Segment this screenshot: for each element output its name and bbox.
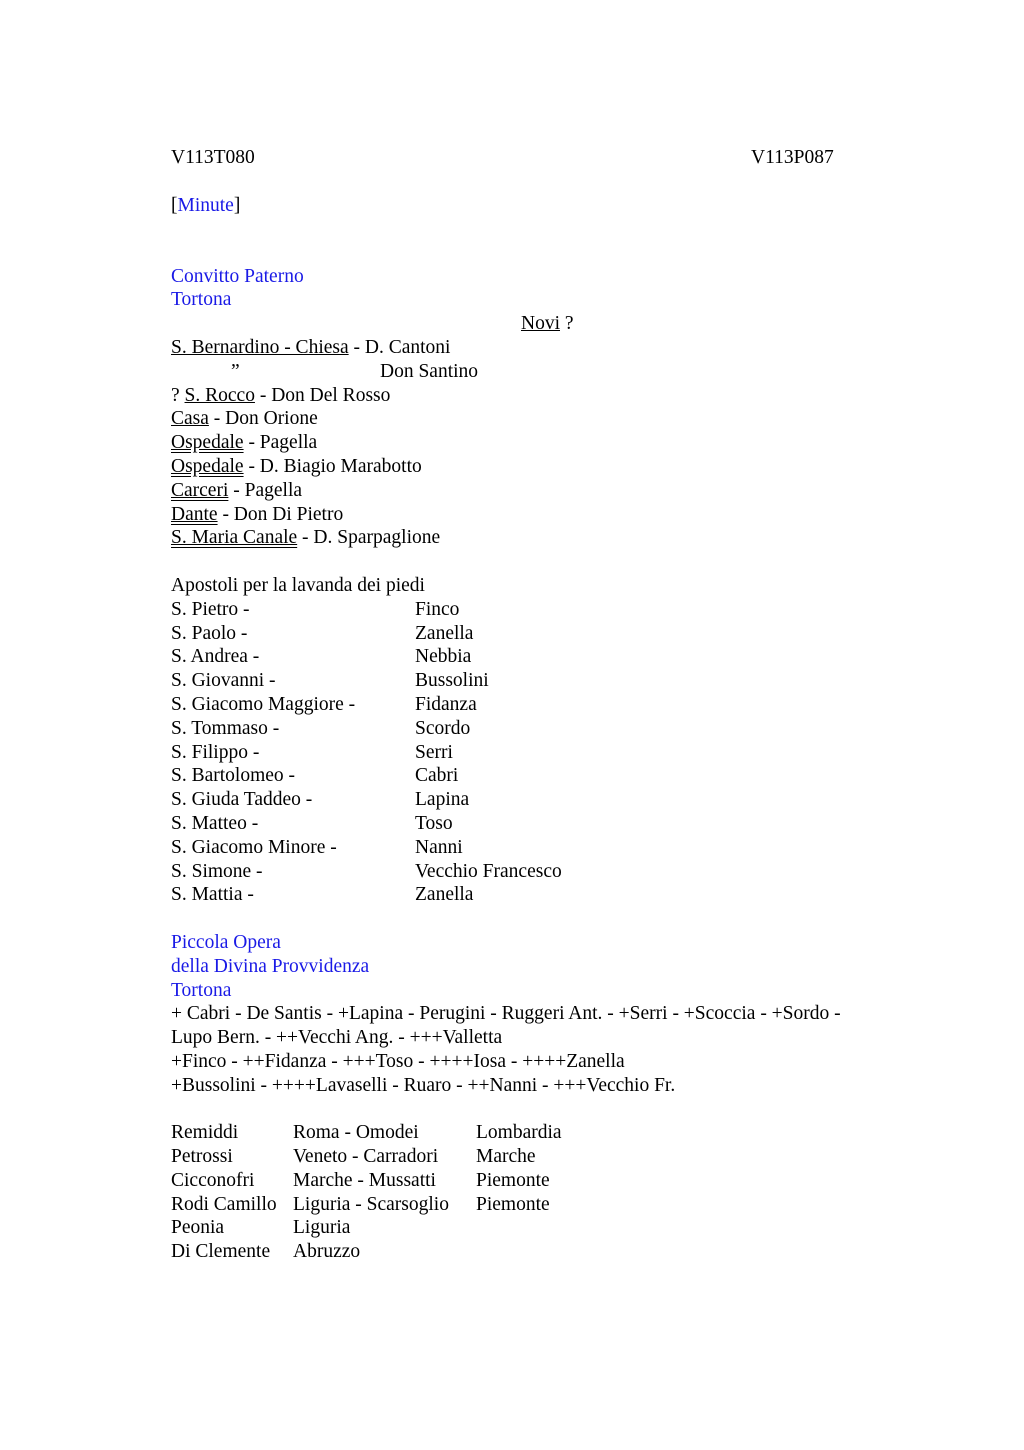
person-name: Zanella bbox=[415, 884, 474, 906]
minute-link[interactable]: Minute bbox=[177, 194, 234, 216]
apostle-row bbox=[171, 717, 891, 741]
document-page bbox=[171, 146, 891, 1264]
minute-label: [Minute] bbox=[171, 194, 241, 216]
person-name: Serri bbox=[415, 741, 453, 763]
ditto-mark: ” bbox=[231, 360, 240, 382]
names-line: Lupo Bern. - ++Vecchi Ang. - +++Valletta bbox=[171, 1027, 503, 1049]
header-row bbox=[171, 146, 891, 170]
area-name: Marche bbox=[476, 1146, 536, 1168]
area-name: Piemonte bbox=[476, 1169, 550, 1191]
apostle-row bbox=[171, 622, 891, 646]
apostle-name: S. Tommaso - bbox=[171, 717, 280, 739]
person-name: Toso bbox=[415, 812, 453, 834]
person-name: Petrossi bbox=[171, 1146, 233, 1168]
assignment-row: Ospedale - D. Biagio Marabotto bbox=[171, 455, 422, 477]
person-name: Peonia bbox=[171, 1217, 225, 1239]
assignee-name: Don Santino bbox=[380, 360, 479, 382]
apostle-row bbox=[171, 598, 891, 622]
person-name: Nanni bbox=[415, 836, 463, 858]
apostle-name: S. Bartolomeo - bbox=[171, 765, 296, 787]
person-name: Vecchio Francesco bbox=[415, 860, 562, 882]
names-line: + Cabri - De Santis - +Lapina - Perugini - Ruggeri Ant. - +Serri - +Scoccia - +Sordo - bbox=[171, 1003, 841, 1025]
place-name: S. Bernardino - Chiesa bbox=[171, 336, 349, 358]
region-row bbox=[171, 1216, 891, 1240]
person-name: Bussolini bbox=[415, 670, 489, 692]
apostle-name: S. Mattia - bbox=[171, 884, 254, 906]
apostle-list bbox=[171, 598, 891, 907]
person-name: Fidanza bbox=[415, 693, 477, 715]
apostle-row bbox=[171, 836, 891, 860]
person-name: Rodi Camillo bbox=[171, 1193, 277, 1215]
apostle-name: S. Paolo - bbox=[171, 622, 248, 644]
person-name: Di Clemente bbox=[171, 1241, 271, 1263]
person-name: Cicconofri bbox=[171, 1169, 255, 1191]
region-table bbox=[171, 1121, 891, 1264]
person-name: Scordo bbox=[415, 717, 471, 739]
apostle-name: S. Matteo - bbox=[171, 812, 259, 834]
place-name: Carceri bbox=[171, 479, 229, 501]
area-name: Lombardia bbox=[476, 1122, 562, 1144]
section1-subheading: Tortona bbox=[171, 289, 232, 311]
place-name: Ospedale bbox=[171, 455, 244, 477]
region-row bbox=[171, 1169, 891, 1193]
apostle-name: S. Giovanni - bbox=[171, 670, 276, 692]
region-name: Marche - Mussatti bbox=[293, 1169, 436, 1191]
assignment-row: S. Maria Canale - D. Sparpaglione bbox=[171, 527, 441, 549]
assignment-row: Carceri - Pagella bbox=[171, 479, 303, 501]
person-name: Zanella bbox=[415, 622, 474, 644]
region-row bbox=[171, 1240, 891, 1264]
person-name: Remiddi bbox=[171, 1122, 239, 1144]
region-row bbox=[171, 1193, 891, 1217]
document-code-right: V113P087 bbox=[751, 147, 834, 168]
apostle-row bbox=[171, 645, 891, 669]
names-line: +Finco - ++Fidanza - +++Toso - ++++Iosa - ++++Zanella bbox=[171, 1050, 625, 1072]
place-name: S. Maria Canale bbox=[171, 527, 298, 549]
region-name: Veneto - Carradori bbox=[293, 1146, 439, 1168]
assignment-row bbox=[171, 360, 891, 384]
section3-heading: Piccola Opera bbox=[171, 931, 281, 953]
apostle-row bbox=[171, 788, 891, 812]
names-line: +Bussolini - ++++Lavaselli - Ruaro - ++Nanni - +++Vecchio Fr. bbox=[171, 1074, 676, 1096]
assignment-row: Casa - Don Orione bbox=[171, 408, 318, 430]
area-name: Piemonte bbox=[476, 1193, 550, 1215]
person-name: Cabri bbox=[415, 765, 459, 787]
apostle-name: S. Giacomo Maggiore - bbox=[171, 693, 356, 715]
place-name: S. Rocco bbox=[184, 384, 255, 406]
person-name: Lapina bbox=[415, 789, 470, 811]
apostle-name: S. Andrea - bbox=[171, 646, 260, 668]
assignment-row: ? S. Rocco - Don Del Rosso bbox=[171, 384, 391, 406]
person-name: Finco bbox=[415, 598, 460, 620]
region-row bbox=[171, 1121, 891, 1145]
place-name: Casa bbox=[171, 408, 209, 430]
apostle-name: S. Simone - bbox=[171, 860, 263, 882]
section1-heading: Convitto Paterno bbox=[171, 265, 304, 287]
region-name: Roma - Omodei bbox=[293, 1122, 419, 1144]
apostle-row bbox=[171, 741, 891, 765]
assignment-row: S. Bernardino - Chiesa - D. Cantoni bbox=[171, 336, 451, 358]
assignment-row: Dante - Don Di Pietro bbox=[171, 503, 344, 525]
apostle-row bbox=[171, 860, 891, 884]
section3-city: Tortona bbox=[171, 979, 232, 1001]
apostle-name: S. Filippo - bbox=[171, 741, 260, 763]
apostle-name: S. Pietro - bbox=[171, 598, 250, 620]
region-name: Liguria bbox=[293, 1217, 351, 1239]
assignment-row: Ospedale - Pagella bbox=[171, 432, 318, 454]
apostle-name: S. Giacomo Minore - bbox=[171, 836, 337, 858]
apostle-row bbox=[171, 883, 891, 907]
apostle-name: S. Giuda Taddeo - bbox=[171, 789, 313, 811]
apostle-row bbox=[171, 812, 891, 836]
apostle-row bbox=[171, 764, 891, 788]
section3-subheading: della Divina Provvidenza bbox=[171, 955, 370, 977]
apostle-row bbox=[171, 669, 891, 693]
novi-note: Novi ? bbox=[521, 313, 574, 335]
region-row bbox=[171, 1145, 891, 1169]
region-name: Abruzzo bbox=[293, 1241, 361, 1263]
person-name: Nebbia bbox=[415, 646, 472, 668]
apostles-title: Apostoli per la lavanda dei piedi bbox=[171, 574, 425, 596]
place-name: Ospedale bbox=[171, 432, 244, 454]
place-name: Dante bbox=[171, 503, 218, 525]
document-code-left: V113T080 bbox=[171, 147, 255, 168]
region-name: Liguria - Scarsoglio bbox=[293, 1193, 449, 1215]
apostle-row bbox=[171, 693, 891, 717]
